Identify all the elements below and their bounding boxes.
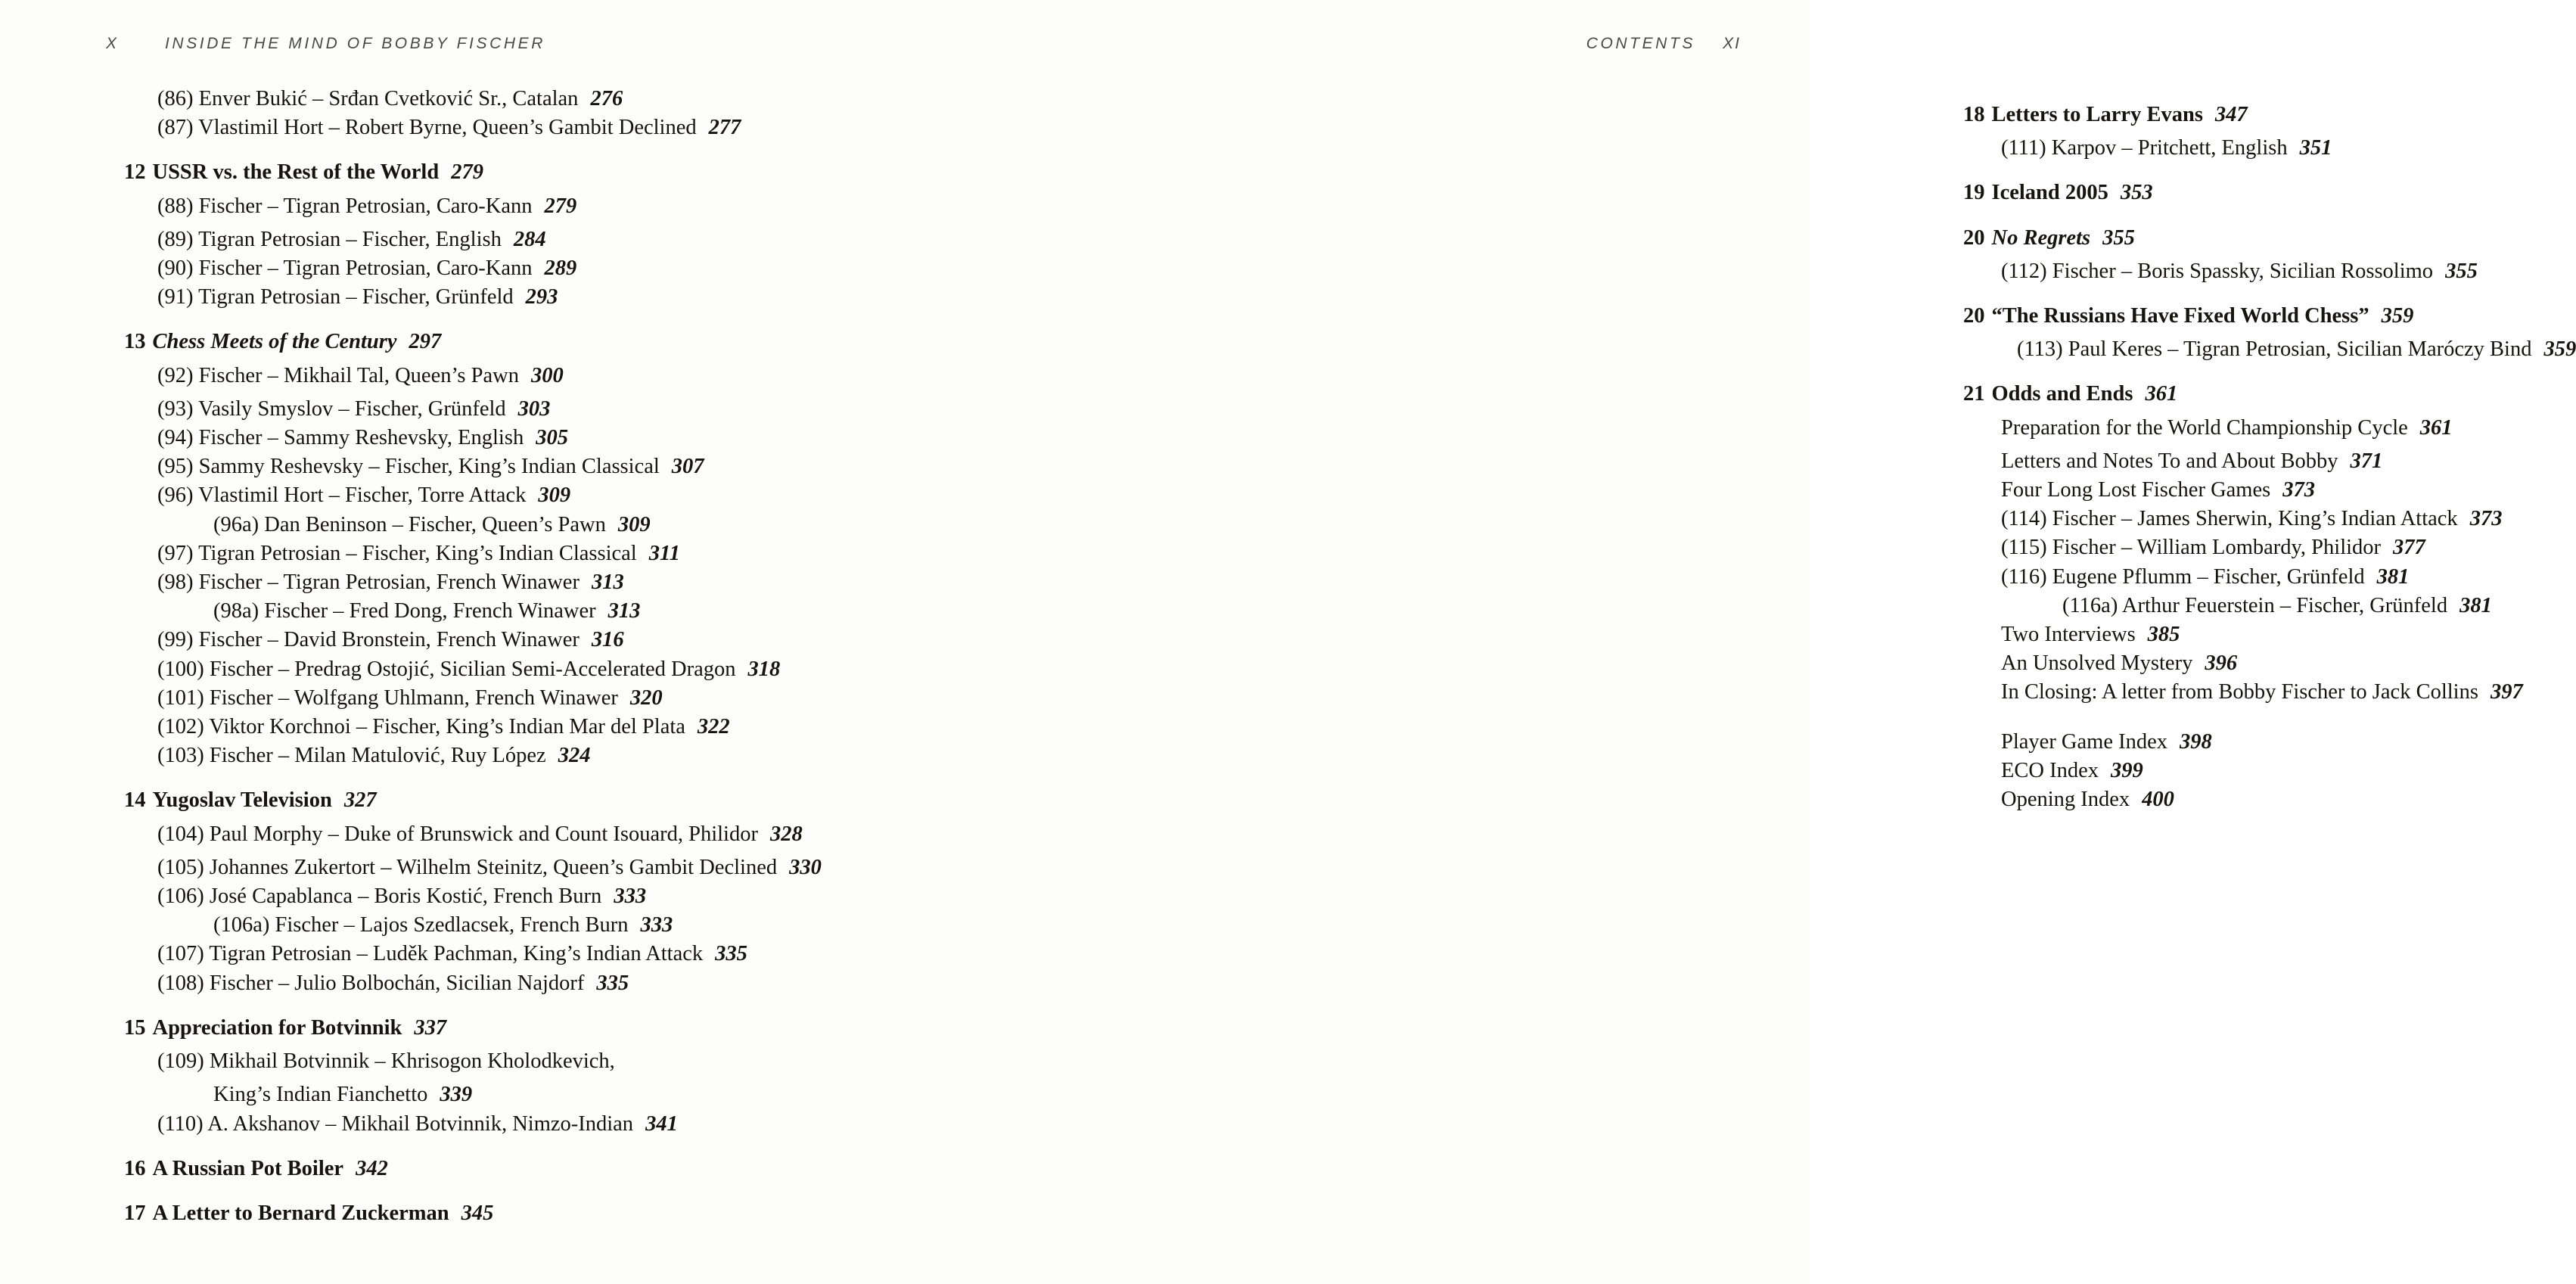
toc-page-number: 303 bbox=[517, 396, 551, 421]
toc-entry-title: (89) Tigran Petrosian – Fischer, English bbox=[157, 227, 502, 251]
toc-chapter-title: A Russian Pot Boiler bbox=[152, 1156, 344, 1180]
toc-chapter-title: Iceland 2005 bbox=[1991, 181, 2108, 205]
toc-entry-title: (97) Tigran Petrosian – Fischer, King’s Indian Classical bbox=[157, 541, 637, 565]
toc-entry[interactable] bbox=[0, 85, 905, 113]
toc-entry-title: (106a) Fischer – Lajos Szedlacsek, French Burn bbox=[213, 913, 629, 937]
toc-entry[interactable] bbox=[905, 257, 2478, 286]
toc-entry-title: (112) Fischer – Boris Spassky, Sicilian Rossolimo bbox=[2001, 259, 2434, 283]
toc-page-number: 373 bbox=[2282, 478, 2315, 502]
toc-entry-title: (111) Karpov – Pritchett, English bbox=[2001, 136, 2288, 160]
toc-page-number: 355 bbox=[2102, 225, 2135, 250]
toc-page-number: 330 bbox=[789, 855, 822, 879]
toc-entry-title: Letters and Notes To and About Bobby bbox=[2001, 449, 2338, 473]
toc-page-number: 327 bbox=[343, 788, 377, 813]
toc-page-number: 300 bbox=[530, 363, 564, 387]
toc-page-number: 400 bbox=[2142, 788, 2174, 812]
toc-entry-title: (98a) Fischer – Fred Dong, French Winawer bbox=[213, 599, 596, 623]
toc-entry[interactable] bbox=[905, 649, 2238, 678]
toc-entry[interactable] bbox=[0, 1047, 905, 1076]
toc-entry[interactable] bbox=[0, 969, 905, 998]
toc-entry[interactable] bbox=[0, 192, 905, 221]
toc-entry[interactable] bbox=[905, 678, 2523, 707]
toc-entry[interactable] bbox=[905, 134, 2332, 163]
toc-chapter-title: Chess Meets of the Century bbox=[152, 330, 397, 354]
toc-entry-title: (102) Viktor Korchnoi – Fischer, King’s Indian Mar del Plata bbox=[157, 715, 685, 739]
toc-page-number: 361 bbox=[2419, 415, 2453, 440]
toc-page-number: 359 bbox=[2543, 337, 2576, 362]
toc-entry[interactable] bbox=[0, 1110, 905, 1139]
toc-page-number: 311 bbox=[648, 541, 680, 565]
toc-entry[interactable] bbox=[0, 626, 905, 654]
toc-page-number: 359 bbox=[2381, 304, 2414, 328]
toc-entry-title: Preparation for the World Championship Cycle bbox=[2001, 415, 2408, 440]
toc-entry-title: (116) Eugene Pflumm – Fischer, Grünfeld bbox=[2001, 564, 2365, 589]
toc-entry[interactable] bbox=[0, 254, 905, 283]
toc-entry[interactable] bbox=[0, 684, 905, 713]
toc-chapter-title: No Regrets bbox=[1991, 225, 2091, 250]
toc-page-number: 279 bbox=[451, 160, 483, 185]
toc-entry-title: ECO Index bbox=[2001, 758, 2099, 782]
toc-page-number: 398 bbox=[2180, 729, 2212, 754]
toc-chapter-entry[interactable] bbox=[0, 158, 905, 187]
toc-chapter-number: 15 bbox=[124, 1015, 146, 1040]
toc-entry-title: (100) Fischer – Predrag Ostojić, Sicilian Semi-Accelerated Dragon bbox=[157, 657, 736, 681]
toc-page-number: 284 bbox=[513, 227, 546, 251]
toc-entry-title: (93) Vasily Smyslov – Fischer, Grünfeld bbox=[157, 396, 506, 421]
toc-entry-title: (98) Fischer – Tigran Petrosian, French Winawer bbox=[157, 570, 580, 595]
toc-entry[interactable] bbox=[0, 452, 905, 481]
toc-chapter-number: 13 bbox=[124, 330, 146, 354]
toc-entry-title: (96a) Dan Beninson – Fischer, Queen’s Pawn bbox=[213, 512, 606, 536]
toc-entry-title: (90) Fischer – Tigran Petrosian, Caro-Kann bbox=[157, 256, 533, 281]
toc-page-number: 309 bbox=[617, 512, 651, 536]
toc-chapter-title: Yugoslav Television bbox=[152, 788, 332, 813]
toc-entry[interactable] bbox=[0, 853, 905, 882]
toc-entry[interactable] bbox=[905, 563, 2410, 592]
toc-entry-title: (114) Fischer – James Sherwin, King’s Indian Attack bbox=[2001, 507, 2458, 531]
toc-page-number: 381 bbox=[2459, 593, 2492, 617]
toc-page-number: 289 bbox=[544, 256, 577, 281]
toc-entry-title: (108) Fischer – Julio Bolbochán, Sicilian Najdorf bbox=[157, 971, 585, 995]
toc-page-number: 396 bbox=[2205, 651, 2238, 676]
toc-page-number: 385 bbox=[2147, 623, 2180, 647]
toc-page-number: 345 bbox=[461, 1201, 494, 1225]
toc-chapter-entry[interactable] bbox=[0, 1199, 905, 1228]
toc-page-number: 351 bbox=[2299, 136, 2332, 160]
toc-page-number: 276 bbox=[590, 87, 623, 110]
toc-entry[interactable] bbox=[905, 447, 2383, 476]
toc-entry-title: (86) Enver Bukić – Srđan Cvetković Sr., Catalan bbox=[157, 87, 579, 110]
left-page bbox=[0, 0, 905, 1284]
toc-chapter-entry[interactable] bbox=[905, 380, 2178, 409]
toc-page-number: 337 bbox=[414, 1015, 447, 1040]
toc-chapter-title: Appreciation for Botvinnik bbox=[152, 1015, 402, 1040]
toc-page-number: 277 bbox=[708, 116, 741, 140]
left-running-head: INSIDE THE MIND OF BOBBY FISCHER bbox=[165, 35, 545, 52]
toc-entry[interactable] bbox=[905, 414, 2453, 443]
toc-entry-title: Four Long Lost Fischer Games bbox=[2001, 478, 2271, 502]
toc-entry[interactable] bbox=[0, 1080, 905, 1109]
toc-spacer bbox=[905, 707, 1809, 728]
toc-entry-title: (88) Fischer – Tigran Petrosian, Caro-Kann bbox=[157, 194, 533, 218]
toc-page-number: 373 bbox=[2469, 507, 2503, 531]
toc-entry[interactable] bbox=[905, 505, 2503, 533]
toc-entry-title: (99) Fischer – David Bronstein, French Winawer bbox=[157, 628, 580, 652]
toc-page-number: 371 bbox=[2350, 449, 2383, 473]
toc-page-number: 335 bbox=[715, 942, 747, 966]
toc-entry[interactable] bbox=[0, 597, 905, 626]
toc-page-number: 347 bbox=[2214, 103, 2248, 126]
toc-entry-title: (110) A. Akshanov – Mikhail Botvinnik, Nimzo-Indian bbox=[157, 1111, 634, 1136]
right-running-head: CONTENTS bbox=[1586, 35, 1695, 52]
toc-entry-title: Two Interviews bbox=[2001, 623, 2136, 647]
toc-entry[interactable] bbox=[905, 476, 2315, 505]
toc-chapter-number: 20 bbox=[1963, 304, 1985, 328]
toc-entry[interactable] bbox=[905, 785, 2174, 814]
toc-entry-title: (103) Fischer – Milan Matulović, Ruy López bbox=[157, 744, 546, 768]
toc-chapter-title: “The Russians Have Fixed World Chess” bbox=[1991, 304, 2369, 328]
toc-chapter-entry[interactable] bbox=[0, 328, 905, 356]
toc-page-number: 353 bbox=[2120, 181, 2153, 205]
toc-entry[interactable] bbox=[0, 395, 905, 424]
toc-entry-title: (87) Vlastimil Hort – Robert Byrne, Queen’s Gambit Declined bbox=[157, 116, 697, 140]
toc-entry-title: (109) Mikhail Botvinnik – Khrisogon Kholodkevich, bbox=[157, 1049, 615, 1074]
toc-entry[interactable] bbox=[905, 728, 2212, 757]
toc-entry-title: (106) José Capablanca – Boris Kostić, French Burn bbox=[157, 884, 602, 909]
toc-chapter-number: 12 bbox=[124, 160, 146, 185]
toc-entry-title: (107) Tigran Petrosian – Luděk Pachman, King’s Indian Attack bbox=[157, 942, 704, 966]
toc-page-number: 377 bbox=[2393, 536, 2425, 560]
toc-chapter-number: 21 bbox=[1963, 382, 1985, 406]
toc-entry[interactable] bbox=[0, 911, 905, 940]
toc-entry-title: (101) Fischer – Wolfgang Uhlmann, French Winawer bbox=[157, 686, 618, 710]
toc-entry[interactable] bbox=[0, 741, 905, 770]
toc-entry[interactable] bbox=[0, 511, 905, 539]
toc-entry[interactable] bbox=[0, 113, 905, 142]
toc-entry[interactable] bbox=[0, 362, 905, 390]
toc-page-number: 318 bbox=[747, 657, 781, 681]
toc-entry-title: (91) Tigran Petrosian – Fischer, Grünfeld bbox=[157, 285, 514, 309]
toc-chapter-title: A Letter to Bernard Zuckerman bbox=[152, 1201, 449, 1225]
toc-page-number: 397 bbox=[2490, 680, 2523, 704]
toc-page-number: 341 bbox=[645, 1111, 678, 1136]
toc-page-number: 324 bbox=[558, 744, 591, 768]
toc-chapter-number: 16 bbox=[124, 1156, 146, 1180]
toc-chapter-title: Odds and Ends bbox=[1991, 382, 2133, 406]
toc-entry-title: Player Game Index bbox=[2001, 729, 2167, 754]
toc-page-number: 297 bbox=[409, 330, 442, 354]
toc-page-number: 335 bbox=[596, 971, 629, 995]
toc-entry-title: Opening Index bbox=[2001, 788, 2130, 812]
toc-entry-title: (96) Vlastimil Hort – Fischer, Torre Attack bbox=[157, 483, 527, 508]
toc-entry-title: In Closing: A letter from Bobby Fischer to Jack Collins bbox=[2001, 680, 2478, 704]
toc-entry-title: (116a) Arthur Feuerstein – Fischer, Grünfeld bbox=[2062, 593, 2448, 617]
toc-chapter-entry[interactable] bbox=[0, 1155, 905, 1183]
toc-entry-title: King’s Indian Fianchetto bbox=[213, 1083, 428, 1107]
toc-page-number: 333 bbox=[640, 913, 673, 937]
toc-page-number: 381 bbox=[2376, 564, 2410, 589]
toc-chapter-entry[interactable] bbox=[905, 101, 2248, 129]
toc-entry[interactable] bbox=[0, 713, 905, 741]
right-page-folio: XI bbox=[1723, 35, 1741, 52]
toc-entry[interactable] bbox=[0, 655, 905, 684]
toc-entry[interactable] bbox=[0, 568, 905, 597]
toc-entry-title: An Unsolved Mystery bbox=[2001, 651, 2193, 676]
toc-page-number: 309 bbox=[538, 483, 571, 508]
toc-chapter-entry[interactable] bbox=[0, 786, 905, 815]
toc-entry-title: (94) Fischer – Sammy Reshevsky, English bbox=[157, 426, 524, 450]
toc-entry-title: (95) Sammy Reshevsky – Fischer, King’s Indian Classical bbox=[157, 455, 660, 479]
toc-chapter-entry[interactable] bbox=[905, 302, 2414, 331]
toc-page-number: 279 bbox=[544, 194, 577, 218]
toc-chapter-title: USSR vs. the Rest of the World bbox=[152, 160, 440, 185]
toc-entry[interactable] bbox=[905, 757, 2143, 785]
toc-page-number: 328 bbox=[769, 822, 803, 846]
toc-page-number: 355 bbox=[2445, 259, 2478, 283]
toc-entry[interactable] bbox=[905, 620, 2180, 649]
toc-entry-title: (105) Johannes Zukertort – Wilhelm Steinitz, Queen’s Gambit Declined bbox=[157, 855, 778, 879]
left-page-folio: X bbox=[106, 35, 119, 52]
toc-chapter-number: 17 bbox=[124, 1201, 146, 1225]
toc-entry-title: (104) Paul Morphy – Duke of Brunswick and Count Isouard, Philidor bbox=[157, 822, 758, 846]
toc-entry[interactable] bbox=[0, 820, 905, 849]
toc-page-number: 316 bbox=[591, 628, 624, 652]
toc-page-number: 333 bbox=[614, 884, 647, 909]
toc-chapter-entry[interactable] bbox=[905, 179, 2153, 207]
toc-entry[interactable] bbox=[905, 592, 2492, 620]
toc-entry-title: (113) Paul Keres – Tigran Petrosian, Sicilian Maróczy Bind bbox=[2017, 337, 2532, 362]
toc-page-number: 293 bbox=[525, 285, 558, 309]
toc-right-column bbox=[905, 85, 2576, 814]
toc-page-number: 307 bbox=[671, 455, 704, 479]
toc-entry[interactable] bbox=[0, 481, 905, 510]
toc-page-number: 342 bbox=[356, 1156, 388, 1180]
toc-page-number: 320 bbox=[629, 686, 663, 710]
toc-entry[interactable] bbox=[0, 882, 905, 911]
toc-page-number: 339 bbox=[440, 1083, 473, 1107]
toc-entry[interactable] bbox=[0, 539, 905, 568]
toc-chapter-entry[interactable] bbox=[905, 224, 2135, 253]
toc-chapter-number: 19 bbox=[1963, 181, 1985, 205]
toc-chapter-entry[interactable] bbox=[0, 1014, 905, 1043]
toc-chapter-number: 18 bbox=[1963, 103, 1985, 126]
toc-entry[interactable] bbox=[0, 225, 905, 254]
toc-entry[interactable] bbox=[905, 533, 2425, 562]
toc-page-number: 313 bbox=[591, 570, 624, 595]
toc-entry[interactable] bbox=[0, 424, 905, 452]
toc-page-number: 361 bbox=[2145, 382, 2178, 406]
toc-chapter-number: 20 bbox=[1963, 225, 1985, 250]
toc-left-column bbox=[0, 85, 905, 1233]
toc-chapter-title: Letters to Larry Evans bbox=[1991, 103, 2203, 126]
toc-page-number: 322 bbox=[697, 715, 730, 739]
toc-page-number: 399 bbox=[2111, 758, 2143, 782]
toc-entry-title: (115) Fischer – William Lombardy, Philidor bbox=[2001, 536, 2382, 560]
toc-entry-title: (92) Fischer – Mikhail Tal, Queen’s Pawn bbox=[157, 363, 519, 387]
toc-chapter-number: 14 bbox=[124, 788, 146, 813]
toc-page-number: 313 bbox=[607, 599, 641, 623]
right-page bbox=[905, 0, 2576, 1284]
toc-entry[interactable] bbox=[0, 940, 905, 968]
toc-page-number: 305 bbox=[536, 426, 568, 450]
toc-entry[interactable] bbox=[0, 283, 905, 312]
toc-entry[interactable] bbox=[905, 335, 2576, 364]
